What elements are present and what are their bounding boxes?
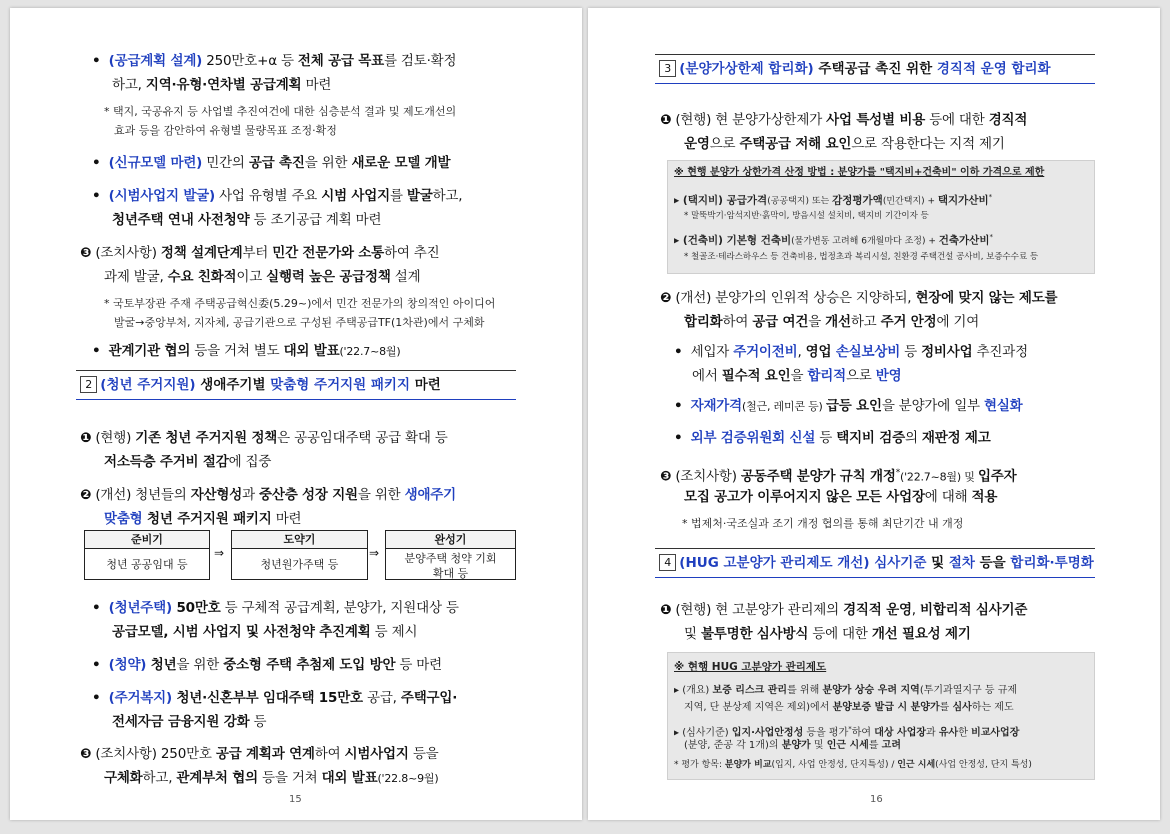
bullet-pilot-site: • (시범사업지 발굴) 사업 유형별 주요 시범 사업지를 발굴하고, [92,188,463,204]
flow-stage-complete [385,530,516,580]
improvement-youth-package-cont: 맞춤형 청년 주거지원 패키지 마련 [104,511,302,527]
improvement-price-cap-cont: 합리화하여 공급 여건을 개선하고 주거 안정에 기여 [684,314,980,330]
flow-arrow: ⇒ [369,546,380,560]
bullet-relocation-cost-cont: 에서 필수적 요인을 합리적으로 반영 [692,368,902,384]
bullet-relocation-cost: • 세입자 주거이전비, 영업 손실보상비 등 정비사업 추진과정 [674,344,1028,360]
bullet-youth-housing: • (청년주택) 50만호 등 구체적 공급계획, 분양가, 지원대상 등 [92,600,459,616]
improvement-youth-package: ❷ (개선) 청년들의 자산형성과 중산층 성장 지원을 위한 생애주기 [80,487,456,503]
note-supply-plan-2: 효과 등을 감안하여 유형별 물량목표 조정·확정 [114,124,337,137]
hug-overview-line: ▸ (개요) 보증 리스크 관리를 위해 분양가 상승 우려 지역(투기과열지구 등 규제 [674,685,1018,696]
construction-cost-line: ▸ (건축비) 기본형 건축비(물가변동 고려해 6개월마다 조정) + 건축가산비* [674,233,993,247]
measures-policy-design: ❸ (조치사항) 정책 설계단계부터 민간 전문가와 소통하여 추진 [80,245,440,261]
current-price-cap: ❶ (현행) 현 분양가상한제가 사업 특성별 비용 등에 대한 경직적 [660,112,1028,128]
measures-youth-announce: ❸ (조치사항) 250만호 공급 계획과 연계하여 시범사업지 등을 [80,746,439,762]
flow-stage-title: 준비기 [85,531,209,549]
bullet-subscription: • (청약) 청년을 위한 중소형 주택 추첨제 도입 방안 등 마련 [92,657,442,673]
bullet-housing-welfare: • (주거복지) 청년·신혼부부 임대주택 15만호 공급, 주택구입· [92,690,458,706]
current-hug-cont: 및 불투명한 심사방식 등에 대한 개선 필요성 제기 [684,626,971,642]
hug-evaluation-note: * 평가 항목: 분양가 비교(입지, 사업 안정성, 단지특성) / 인근 시세(사업 안정성, 단지 특성) [674,760,1032,770]
page-number: 16 [870,794,883,805]
current-youth-policy-cont: 저소득층 주거비 절감에 집중 [104,454,272,470]
hug-criteria-line: ▸ (심사기준) 입지·사업안정성 등을 평가*하여 대상 사업장과 유사한 비교사업장 [674,725,1020,739]
note-supply-plan-1: * 택지, 국공유지 등 사업별 추진여건에 대한 심층분석 결과 및 제도개선의 [104,105,457,118]
note-early-revision: * 법제처·국조실과 조기 개정 협의를 통해 최단기간 내 개정 [682,517,964,530]
bullet-supply-plan: • (공급계획 설계) 250만호+α 등 전체 공급 목표를 검토·확정 [92,53,457,69]
bullet-supply-plan-cont: 하고, 지역·유형·연차별 공급계획 마련 [112,77,332,93]
box-title: ※ 현행 분양가 상한가격 산정 방법 : 분양가를 "택지비+건축비" 이하 가격으로 제한 [674,167,1045,178]
bullet-external-committee: • 외부 검증위원회 신설 등 택지비 검증의 재판정 제고 [674,430,991,446]
flow-stage-title: 완성기 [386,531,515,549]
construction-cost-note: * 철골조·테라스하우스 등 건축비용, 법정초과 복리시설, 친환경 주택건설 공사비, 보증수수료 등 [684,252,1039,262]
hug-system-box [667,652,1095,780]
land-cost-line: ▸ (택지비) 공급가격(공공택지) 또는 감정평가액(민간택지) + 택지가산비* [674,193,993,207]
measures-price-cap-cont: 모집 공고가 이루어지지 않은 모든 사업장에 대해 적용 [684,489,998,505]
section-3-header: 3 (분양가상한제 합리화) 주택공급 촉진 위한 경직적 운영 합리화 [655,54,1095,84]
bullet-youth-housing-cont: 공급모델, 시범 사업지 및 사전청약 추진계획 등 제시 [112,624,418,640]
box-title: ※ 현행 HUG 고분양가 관리제도 [674,661,827,673]
land-cost-note: * 말뚝박기·암석지반·흙막이, 방음시설 설치비, 택지비 기간이자 등 [684,211,929,221]
page-15 [10,8,582,820]
measures-policy-design-cont: 과제 발굴, 수요 친화적이고 실행력 높은 공급정책 설계 [104,269,421,285]
measures-price-cap: ❸ (조치사항) 공동주택 분양가 규칙 개정*('22.7~8월) 및 입주자 [660,468,1017,485]
bullet-new-model: • (신규모델 마련) 민간의 공급 촉진을 위한 새로운 모델 개발 [92,155,451,171]
page-16 [588,8,1160,820]
section-4-header: 4 (HUG 고분양가 관리제도 개선) 심사기준 및 절차 등을 합리화·투명화 [655,548,1095,578]
flow-stage-prepare [84,530,210,580]
bullet-material-price: • 자재가격(철근, 레미콘 등) 급등 요인을 분양가에 일부 현실화 [674,398,1023,414]
section-2-header: 2 (청년 주거지원) 생애주기별 맞춤형 주거지원 패키지 마련 [76,370,516,400]
current-youth-policy: ❶ (현행) 기존 청년 주거지원 정책은 공공임대주택 공급 확대 등 [80,430,448,446]
bullet-agency-consultation: • 관계기관 협의 등을 거쳐 별도 대외 발표('22.7~8월) [92,343,401,359]
flow-stage-desc: 청년 공공임대 등 [106,558,188,571]
flow-stage-desc: 청년원가주택 등 [260,558,339,571]
measures-youth-announce-cont: 구체화하고, 관계부처 협의 등을 거쳐 대외 발표('22.8~9월) [104,770,439,786]
flow-stage-desc: 분양주택 청약 기회 확대 등 [404,552,497,580]
current-hug: ❶ (현행) 현 고분양가 관리제의 경직적 운영, 비합리적 심사기준 [660,602,1028,618]
flow-stage-leap [231,530,368,580]
price-cap-method-box [667,160,1095,274]
note-innovation-committee-1: * 국토부장관 주재 주택공급혁신委(5.29~)에서 민간 전문가의 창의적인 아이디어 [104,297,496,310]
bullet-pilot-site-cont: 청년주택 연내 사전청약 등 조기공급 계획 마련 [112,212,382,228]
improvement-price-cap: ❷ (개선) 분양가의 인위적 상승은 지양하되, 현장에 맞지 않는 제도를 [660,290,1058,306]
hug-overview-line-cont: 지역, 단 분상제 지역은 제외)에서 분양보증 발급 시 분양가를 심사하는 제도 [684,702,1014,713]
hug-criteria-line-cont: (분양, 준공 각 1개)의 분양가 및 인근 시세를 고려 [684,740,901,751]
note-innovation-committee-2: 발굴→중앙부처, 지자체, 공급기관으로 구성된 주택공급TF(1차관)에서 구체화 [114,316,485,329]
current-price-cap-cont: 운영으로 주택공급 저해 요인으로 작용한다는 지적 제기 [684,136,1005,152]
flow-stage-title: 도약기 [232,531,367,549]
page-number: 15 [289,794,302,805]
flow-arrow: ⇒ [214,546,225,560]
bullet-housing-welfare-cont: 전세자금 금융지원 강화 등 [112,714,267,730]
